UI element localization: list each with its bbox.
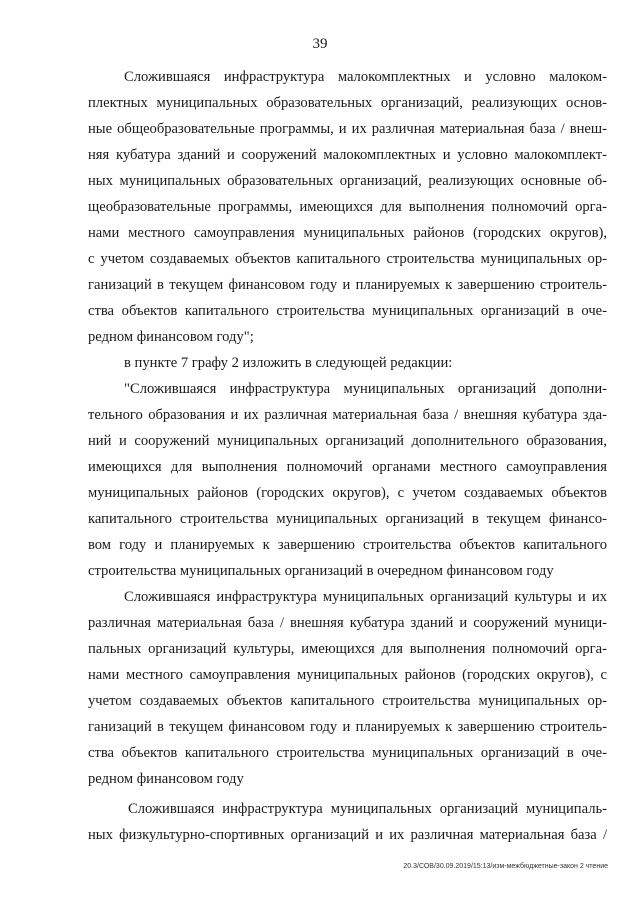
text-line: пальных организаций культуры, имеющихся для выполнения полномочий орга- bbox=[88, 641, 607, 657]
text-line: "Сложившаяся инфраструктура муниципальных организаций дополни- bbox=[124, 381, 607, 397]
text-line: различная материальная база / внешняя кубатура зданий и сооружений муници- bbox=[88, 615, 607, 631]
text-line: ганизаций в текущем финансовом году и планируемых к завершению строитель- bbox=[88, 277, 607, 293]
text-line: ний и сооружений муниципальных организаций дополнительного образования, bbox=[88, 433, 607, 449]
text-line: ных физкультурно-спортивных организаций и их различная материальная база / bbox=[88, 827, 607, 843]
text-line: ных муниципальных образовательных организаций, реализующих основные об- bbox=[88, 173, 607, 189]
text-line: нами местного самоуправления муниципальных районов (городских округов), с bbox=[88, 667, 607, 683]
text-line: вом году и планируемых к завершению строительства объектов капитального bbox=[88, 537, 607, 553]
text-line: редном финансовом году"; bbox=[88, 329, 254, 345]
text-line: Сложившаяся инфраструктура муниципальных организаций культуры и их bbox=[124, 589, 607, 605]
text-line: муниципальных районов (городских округов), с учетом создаваемых объектов bbox=[88, 485, 607, 501]
text-line: ства объектов капитального строительства муниципальных организаций в оче- bbox=[88, 745, 607, 761]
footer-document-id: 20.3/СОВ/30.09.2019/15:13/изм-межбюджетные-закон 2 чтение bbox=[403, 863, 608, 870]
text-line: нами местного самоуправления муниципальных районов (городских округов), bbox=[88, 225, 607, 241]
text-line: щеобразовательные программы, имеющихся для выполнения полномочий орга- bbox=[88, 199, 607, 215]
page-number: 39 bbox=[312, 36, 328, 52]
text-line: учетом создаваемых объектов капитального строительства муниципальных ор- bbox=[88, 693, 607, 709]
text-line: капитального строительства муниципальных организаций в текущем финансо- bbox=[88, 511, 607, 527]
text-line: Сложившаяся инфраструктура малокомплектных и условно малоком- bbox=[124, 69, 607, 85]
text-line: строительства муниципальных организаций в очередном финансовом году bbox=[88, 563, 554, 579]
text-line: редном финансовом году bbox=[88, 771, 244, 787]
text-line: в пункте 7 графу 2 изложить в следующей редакции: bbox=[124, 355, 453, 371]
text-line: Сложившаяся инфраструктура муниципальных организаций муниципаль- bbox=[128, 801, 607, 817]
text-line: ства объектов капитального строительства муниципальных организаций в оче- bbox=[88, 303, 607, 319]
text-line: плектных муниципальных образовательных организаций, реализующих основ- bbox=[88, 95, 607, 111]
text-line: тельного образования и их различная материальная база / внешняя кубатура зда- bbox=[88, 407, 607, 423]
text-line: ганизаций в текущем финансовом году и планируемых к завершению строитель- bbox=[88, 719, 607, 735]
text-line: ные общеобразовательные программы, и их различная материальная база / внеш- bbox=[88, 121, 607, 137]
text-line: имеющихся для выполнения полномочий органами местного самоуправления bbox=[88, 459, 607, 475]
text-line: няя кубатура зданий и сооружений малокомплектных и условно малокомплект- bbox=[88, 147, 607, 163]
text-line: с учетом создаваемых объектов капитального строительства муниципальных ор- bbox=[88, 251, 607, 267]
